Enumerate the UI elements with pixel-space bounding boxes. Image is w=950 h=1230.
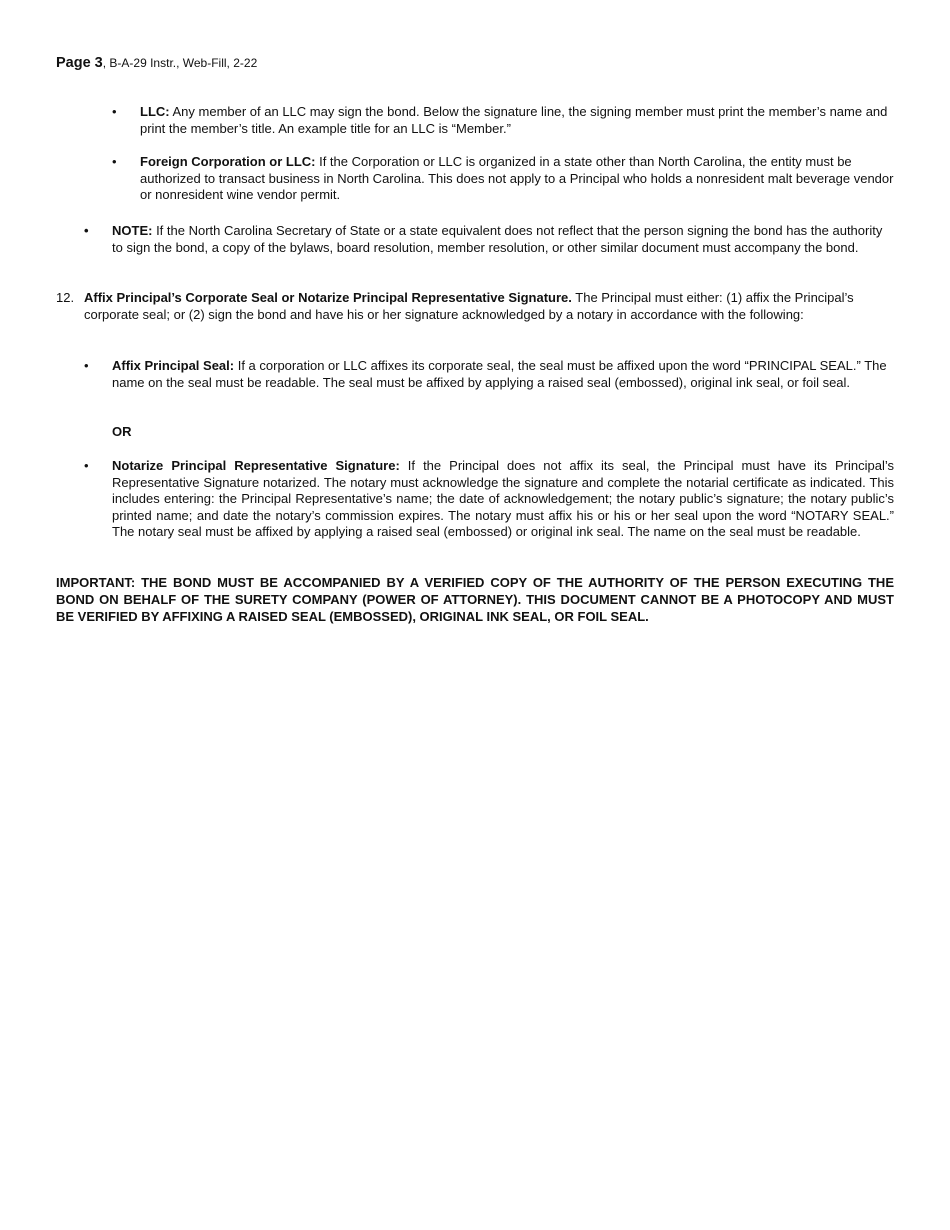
foreign-bullet: • — [112, 154, 117, 169]
note-label: NOTE: — [112, 223, 153, 238]
foreign-corp-item — [140, 154, 894, 204]
llc-label: LLC: — [140, 104, 170, 119]
affix-seal-label: Affix Principal Seal: — [112, 358, 235, 373]
note-text: If the North Carolina Secretary of State or a state equivalent does not reflect that the person signing the bond has the authority to sign the bond, a copy of the bylaws, board resolution, member resolution, or other similar document must accompany the bond. — [112, 223, 883, 255]
page-header — [56, 55, 257, 72]
item-12-number: 12. — [56, 290, 75, 305]
item-12-text: The Principal must either: (1) affix the Principal’s corporate seal; or (2) sign the bond and have his or her signature acknowledged by a notary in accordance with the following: — [84, 290, 854, 322]
foreign-text: If the Corporation or LLC is organized in a state other than North Carolina, the entity must be authorized to transact business in North Carolina. This does not apply to a Principal who holds a nonresident malt beverage vendor or nonresident wine vendor permit. — [140, 154, 894, 203]
notarize-label: Notarize Principal Representative Signature: — [112, 458, 400, 473]
important-notice: IMPORTANT: THE BOND MUST BE ACCOMPANIED BY A VERIFIED COPY OF THE AUTHORITY OF THE PERSON EXECUTING THE BOND ON BEHALF OF THE SURETY COMPANY (POWER OF ATTORNEY). THIS DOCUMENT CANNOT BE A PHOTOCOPY AND MUST BE VERIFIED BY AFFIXING A RAISED SEAL (EMBOSSED), ORIGINAL INK SEAL, OR FOIL SEAL. — [56, 575, 894, 624]
or-label: OR — [112, 424, 132, 439]
notarize-item — [112, 458, 894, 541]
llc-text: Any member of an LLC may sign the bond. Below the signature line, the signing member must print the member’s name and print the member’s title. An example title for an LLC is “Member.” — [140, 104, 888, 136]
affix-seal-text: If a corporation or LLC affixes its corporate seal, the seal must be affixed upon the word “PRINCIPAL SEAL.” The name on the seal must be readable. The seal must be affixed by applying a raised seal (embossed), original ink seal, or foil seal. — [112, 358, 887, 390]
form-id: , B-A-29 Instr., Web-Fill, 2-22 — [102, 56, 258, 70]
item-12 — [84, 290, 894, 323]
item-12-label: Affix Principal’s Corporate Seal or Notarize Principal Representative Signature. — [84, 290, 572, 305]
notarize-text: If the Principal does not affix its seal, the Principal must have its Principal’s Representative Signature notarized. The notary must acknowledge the signature and complete the notarial certificate as indicated. This includes entering: the Principal Representative’s name; the date of acknowledgement; the notary public’s signature; the notary public’s printed name; and date the notary’s commission expires. The notary must affix his or his or her seal upon the word “NOTARY SEAL.” The notary seal must be affixed by applying a raised seal (embossed) or original ink seal. The name on the seal must be readable. — [112, 458, 894, 540]
llc-item — [140, 104, 894, 137]
page-number: Page 3 — [56, 55, 103, 71]
notarize-bullet: • — [84, 458, 89, 473]
affix-seal-bullet: • — [84, 358, 89, 373]
note-item — [112, 223, 894, 256]
llc-bullet: • — [112, 104, 117, 119]
foreign-label: Foreign Corporation or LLC: — [140, 154, 316, 169]
affix-seal-item — [112, 358, 894, 391]
note-bullet: • — [84, 223, 89, 238]
